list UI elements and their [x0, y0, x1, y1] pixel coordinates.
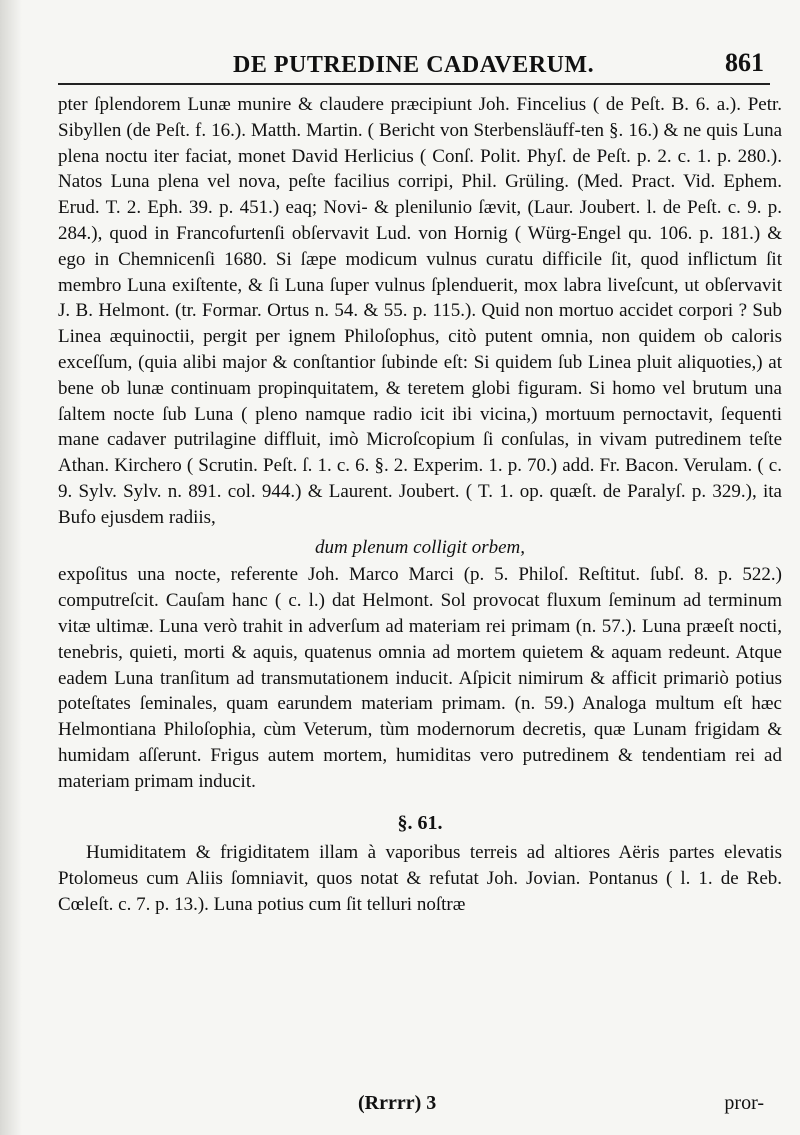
header-rule [58, 83, 770, 85]
paragraph-3: Humiditatem & frigiditatem illam à vaporibus terreis ad altiores Aëris partes elevatis Ptolomeus cum Aliis ſomniavit, quos notat & refutat Joh. Jovian. Pontanus ( l. 1. de Reb. Cœleſt. c. 7. p. 13.). Luna potius cum ſit telluri noſtræ [58, 842, 782, 915]
verse-line: dum plenum colligit orbem, [314, 536, 526, 558]
paragraph-2: expoſitus una nocte, referente Joh. Marco Marci (p. 5. Philoſ. Reſtitut. ſubſ. 8. p. 522.) computreſcit. Cauſam hanc ( c. l.) dat Helmont. Sol provocat fluxum ſeminum ad terminum vitæ ultimæ. Luna verò trahit in adverſum ad materiam rei primam (n. 57.). Luna præeſt nocti, tenebris, quieti, morti & aquis, quatenus omnia ad mortem quietem & aquam redeunt. Atque eadem Luna tranſitum ad transmutationem inducit. Aſpicit nimirum & afficit primariò potius poteſtates ſeminales, quam earundem materiam primam. (n. 59.) Analoga multum eſt hæc Helmontiana Philoſophia, cùm Veterum, tùm modernorum decretis, quæ Lunam frigidam & humidam aſſerunt. Frigus autem mortem, humiditas vero putredinem & tendentiam rei ad materiam primam inducit. [58, 564, 782, 792]
page-edge-shadow [0, 0, 22, 1135]
running-head: DE PUTREDINE CADAVERUM. [233, 52, 595, 78]
signature-mark: (Rrrrr) 3 [358, 1092, 437, 1114]
paragraph-1: pter ſplendorem Lunæ munire & claudere præcipiunt Joh. Fincelius ( de Peſt. B. 6. a.). Petr. Sibyllen (de Peſt. f. 16.). Matth. Martin. ( Bericht von Sterbensläuff-ten §. 16.) & ne quis Luna plena noctu iter faciat, monet David Herlicius ( Conſ. Polit. Phyſ. de Peſt. p. 2. c. 1. p. 280.). Natos Luna plena vel nova, peſte facilius corripi, Phil. Grüling. (Med. Pract. Vid. Ephem. Erud. T. 2. Eph. 39. p. 451.) eaq; Novi- & plenilunio ſævit, (Laur. Joubert. l. de Peſt. c. 9. p. 284.), quod in Francofurtenſi obſervavit Lud. von Hornig ( Würg-Engel qu. 106. p. 181.) & ego in Chemnicenſi 1680. Si ſæpe modicum vulnus curatu difficile ſit, quod inflictum ſit membro Luna exiſtente, & ſi Luna ſuper vulnus ſplenduerit, mox labra liveſcunt, ut obſervavit J. B. Helmont. (tr. Formar. Ortus n. 54. & 55. p. 115.). Quid non mortuo accidet corpori ? Sub Linea æquinoctii, pergit per ignem Philoſophus, citò putent omnia, non quidem ob caloris exceſſum, (quia alibi major & conſtantior ſubinde eſt: Si quidem ſub Linea pluit aliquoties,) at bene ob lunæ continuam propinquitatem, & teretem globi figuram. Si homo vel brutum una ſaltem nocte ſub Luna ( pleno namque radio icit ibi vicina,) mortuum pernoctavit, ſequenti mane cadaver putrilagine diffluit, imò Microſcopium ſi conſulas, in vivam putredinem teſte Athan. Kirchero ( Scrutin. Peſt. ſ. 1. c. 6. §. 2. Experim. 1. p. 70.) add. Fr. Bacon. Verulam. ( c. 9. Sylv. Sylv. n. 891. col. 944.) & Laurent. Joubert. ( T. 1. op. quæſt. de Paralyſ. p. 329.), ita Bufo ejusdem radiis, [58, 94, 782, 528]
body-text [58, 92, 782, 918]
section-heading: §. 61. [397, 811, 443, 834]
catchword: pror- [724, 1092, 764, 1114]
page-header [55, 48, 770, 80]
page-footer [58, 1092, 770, 1122]
page-number: 861 [725, 48, 764, 77]
